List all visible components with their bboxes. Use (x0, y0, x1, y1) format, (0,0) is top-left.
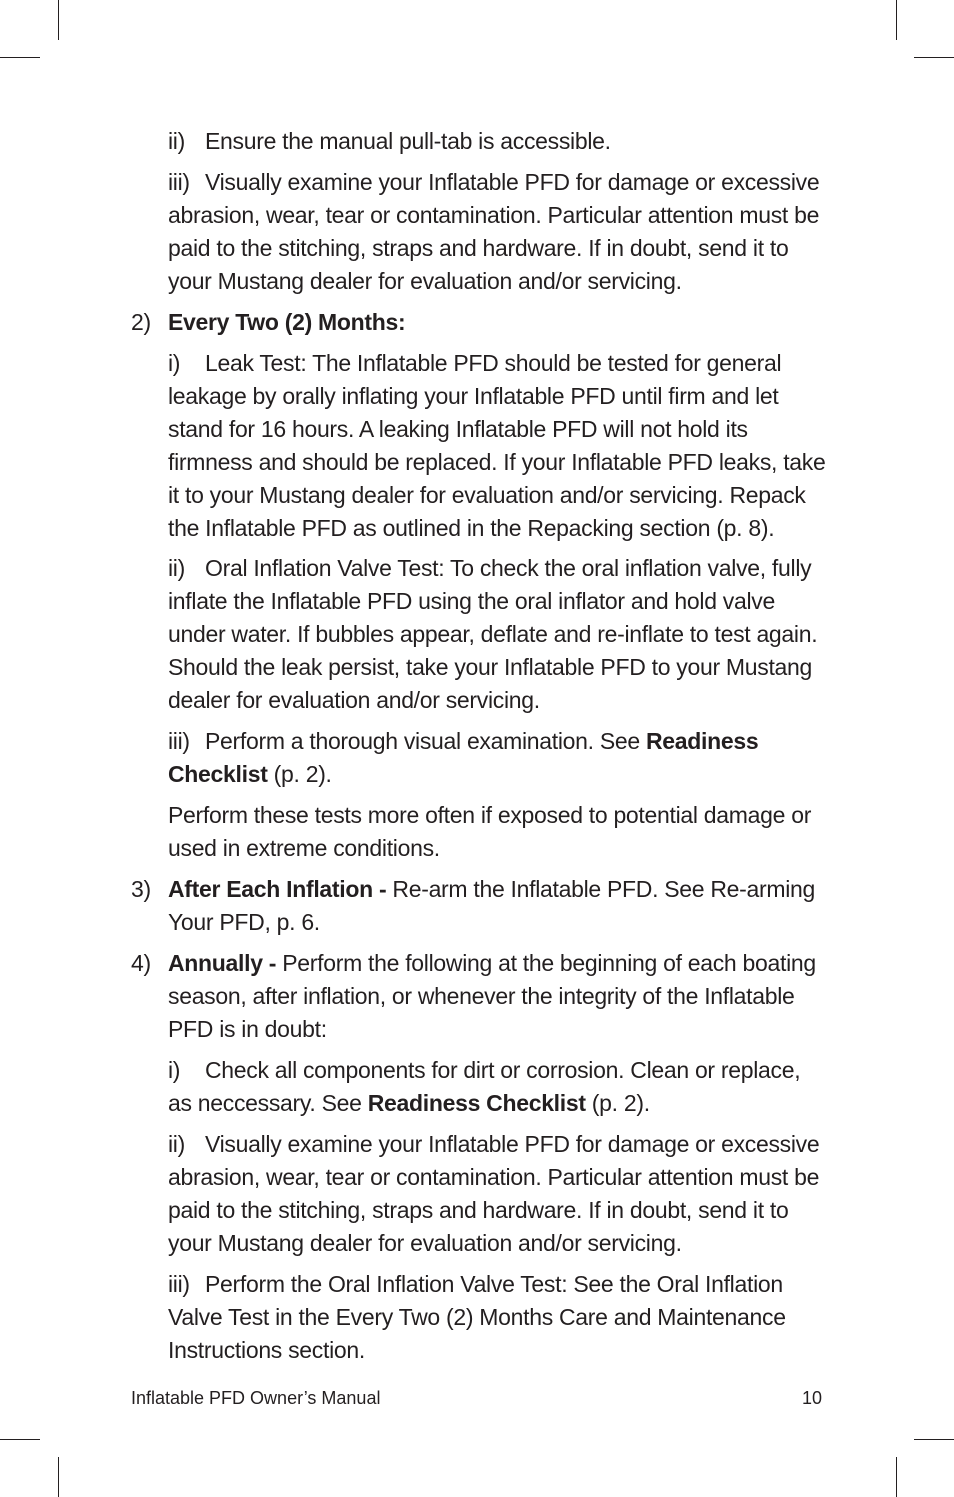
item-text: Perform these tests more often if exposed to potential damage or used in extreme conditions. (168, 802, 812, 861)
readiness-checklist-reference: Readiness Checklist (367, 1090, 586, 1116)
paragraph-thorough-examination (168, 725, 828, 791)
item-text: Oral Inflation Valve Test: To check the oral inflation valve, fully inflate the Inflatable PFD using the oral inflator and hold valve under water. If bubbles appear, deflate and re-inflate to test again. Should the leak persist, take your Inflatable PFD to your Mustang dealer for evaluation and/or servicing. (168, 555, 818, 713)
item-number: i) (168, 350, 181, 376)
item-number: iii) (168, 728, 190, 754)
item-text: Leak Test: The Inflatable PFD should be tested for general leakage by orally inflating your Inflatable PFD until firm and let stand for 16 hours. A leaking Inflatable PFD will not hold its firmness and should be replaced. If your Inflatable PFD leaks, take it to your Mustang dealer for evaluation and/or servicing. Repack the Inflatable PFD as outlined in the Repacking section (p. 8). (168, 350, 826, 541)
item-text: Perform a thorough visual examination. See (205, 728, 646, 754)
section-after-each-inflation (168, 873, 828, 939)
crop-mark-bottom-left-h (0, 1439, 40, 1440)
section-annually (168, 947, 828, 1046)
footer-manual-title: Inflatable PFD Owner’s Manual (131, 1388, 381, 1408)
paragraph-oral-valve-test (168, 552, 828, 717)
item-text: Perform the Oral Inflation Valve Test: See the Oral Inflation Valve Test in the Every Two (2) Months Care and Maintenance Instructions section. (168, 1271, 786, 1363)
paragraph-oral-valve-test-annual (168, 1268, 828, 1367)
item-text: Visually examine your Inflatable PFD for damage or excessive abrasion, wear, tear or contamination. Particular attention must be paid to the stitching, straps and hardware. If in doubt, send it to your Mustang dealer for evaluation and/or servicing. (168, 169, 820, 294)
section-text: Perform the following at the beginning of each boating season, after inflation, or whenever the integrity of the Inflatable PFD is in doubt: (168, 950, 816, 1042)
section-title: After Each Inflation - (168, 876, 387, 902)
crop-mark-top-right-v (896, 0, 897, 40)
paragraph-visual-examine-2 (168, 1128, 828, 1260)
item-number: ii) (168, 555, 185, 581)
paragraph-pull-tab (168, 125, 828, 158)
section-number-4: 4) (131, 950, 151, 976)
readiness-checklist-reference: Readiness Checklist (168, 728, 759, 787)
paragraph-tests-more-often (168, 799, 828, 865)
section-text: Re-arm the Inflatable PFD. See Re-arming Your PFD, p. 6. (168, 876, 816, 935)
item-number: i) (168, 1057, 181, 1083)
section-number-2: 2) (131, 309, 151, 335)
paragraph-visual-examine-1 (168, 166, 828, 298)
paragraph-check-components (168, 1054, 828, 1120)
crop-mark-top-left-h (0, 57, 40, 58)
section-heading-every-two-months (168, 306, 828, 339)
item-number: ii) (168, 128, 185, 154)
section-title: Every Two (2) Months: (168, 309, 406, 335)
item-number: ii) (168, 1131, 185, 1157)
section-title: Annually - (168, 950, 277, 976)
crop-mark-bottom-left-v (58, 1457, 59, 1497)
item-number: iii) (168, 1271, 190, 1297)
item-text-suffix: (p. 2). (267, 761, 332, 787)
crop-mark-top-left-v (58, 0, 59, 40)
item-text: Check all components for dirt or corrosion. Clean or replace, as neccessary. See (168, 1057, 801, 1116)
item-number: iii) (168, 169, 190, 195)
footer-page-number: 10 (802, 1388, 823, 1408)
item-text-suffix: (p. 2). (585, 1090, 650, 1116)
section-number-3: 3) (131, 876, 151, 902)
item-text: Visually examine your Inflatable PFD for damage or excessive abrasion, wear, tear or contamination. Particular attention must be paid to the stitching, straps and hardware. If in doubt, send it to your Mustang dealer for evaluation and/or servicing. (168, 1131, 820, 1256)
crop-mark-bottom-right-v (896, 1457, 897, 1497)
item-text: Ensure the manual pull-tab is accessible. (205, 128, 611, 154)
paragraph-leak-test (168, 347, 828, 545)
crop-mark-top-right-h (914, 57, 954, 58)
crop-mark-bottom-right-h (914, 1439, 954, 1440)
